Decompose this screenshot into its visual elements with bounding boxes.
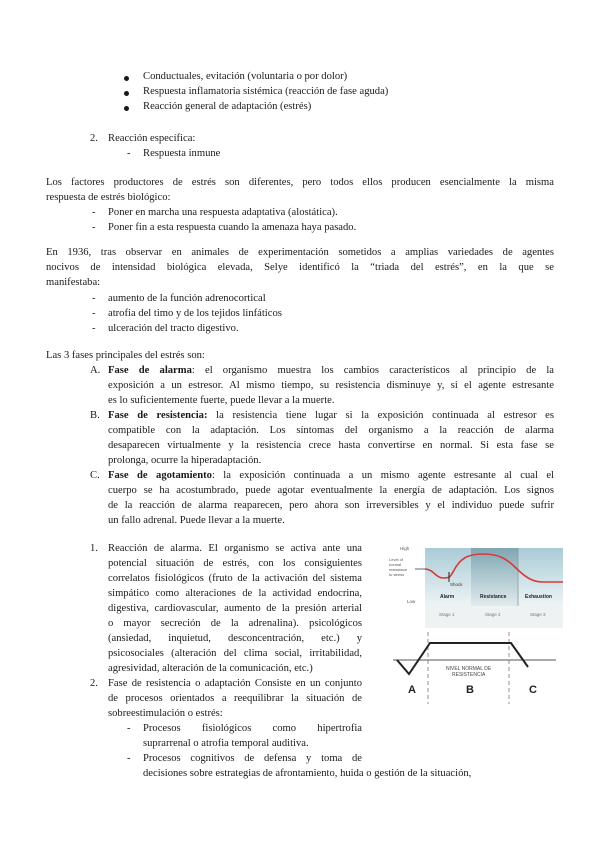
sub-list-line: Procesos cognitivos de defensa y toma de xyxy=(143,753,362,764)
y-axis-level-label: Level of xyxy=(389,557,404,562)
numbered-line: agresividad, alteración de la comunicación, etc.) xyxy=(108,663,313,674)
stage-label: Stage 2 xyxy=(485,612,501,617)
y-axis-level-label: resistance xyxy=(389,567,408,572)
list-letter: B. xyxy=(90,410,100,421)
phase-line: es lo suficientemente fuerte, puede llevar a la muerte. xyxy=(108,395,335,406)
list-number: 1. xyxy=(90,543,98,554)
phase-line: cuerpo se ha acostumbrado, puede agotar eventualmente la energía de adaptación. Los signos xyxy=(108,485,554,496)
y-axis-level-label: to stress xyxy=(389,572,405,577)
sub-list-line: decisiones sobre estrategias de afrontamiento, huida o gestión de la situación, xyxy=(143,768,472,779)
phase-line: prolonga, ocurre la hiperadaptación. xyxy=(108,455,262,466)
sub-list-line: suprarrenal o atrofia temporal auditiva. xyxy=(143,738,309,749)
numbered-line: correlatos fisiológicos (fruto de la activación del sistema xyxy=(108,573,362,584)
phase-letter-b: B xyxy=(466,684,474,696)
y-axis-level-label: normal xyxy=(389,562,402,567)
stage-label: Stage 3 xyxy=(530,612,546,617)
numbered-line: o mayor secreción de la adrenalina). psicológicos xyxy=(108,618,362,629)
list-letter: A. xyxy=(90,365,101,376)
phase-line: desaparecen virtualmente y la resistencia crece hasta convertirse en normal. Si esta fase se xyxy=(108,440,554,451)
bullet-icon xyxy=(124,76,129,81)
numbered-line: potencial situación de estrés, con los consiguientes xyxy=(108,558,362,569)
numbered-line: de procesos orientados a reequilibrar la situación de xyxy=(108,693,362,704)
paragraph-line: nocivos de intensidad biológica elevada, Selye identificó la “triada del estrés”, en la que se xyxy=(46,262,554,273)
dash-marker: - xyxy=(92,222,96,233)
dash-marker: - xyxy=(92,323,96,334)
numbered-line: Reacción de alarma. El organismo se activa ante una xyxy=(108,543,362,554)
paragraph-line: respuesta de estrés biológico: xyxy=(46,192,171,203)
numbered-line: simpático como alteraciones de la actividad endocrina, xyxy=(108,588,362,599)
paragraph-line: En 1936, tras observar en animales de experimentación sometidos a amplias variedades de agentes xyxy=(46,247,554,258)
normal-level-label: RESISTENCIA xyxy=(452,672,486,678)
list-number: 2. xyxy=(90,133,98,144)
y-axis-high-label: High xyxy=(400,546,410,551)
list-number: 2. xyxy=(90,678,98,689)
numbered-line: digestiva, cardiovascular, aumento de la presión arterial xyxy=(108,603,362,614)
dash-marker: - xyxy=(92,308,96,319)
shock-label: Shock xyxy=(450,582,463,587)
phase-label-exhaustion: Exhaustion xyxy=(525,594,552,600)
paragraph-line: Las 3 fases principales del estrés son: xyxy=(46,350,205,361)
phase-title: Fase de alarma xyxy=(108,365,192,376)
dash-marker: - xyxy=(92,293,96,304)
numbered-line: psicosociales (alteración del clima social, irritabilidad, xyxy=(108,648,362,659)
paragraph-line: Los factores productores de estrés son diferentes, pero todos ellos producen esencialmente la misma xyxy=(46,177,554,188)
phase-line: compatible con la adaptación. Los síntomas del organismo a la reacción de alarma xyxy=(108,425,554,436)
phase-line: exposición a un estresor. Al mismo tiempo, su resistencia disminuye y, si el agente estresante xyxy=(108,380,554,391)
phase-letter-c: C xyxy=(529,684,537,696)
list-item: aumento de la función adrenocortical xyxy=(108,293,266,304)
bullet-item: Respuesta inflamatoria sistémica (reacción de fase aguda) xyxy=(143,86,389,97)
paragraph-line: manifestaba: xyxy=(46,277,101,288)
phase-label-alarm: Alarm xyxy=(440,594,455,600)
dash-marker: - xyxy=(127,753,131,764)
abc-resistance-figure xyxy=(388,632,563,712)
bullet-item: Reacción general de adaptación (estrés) xyxy=(143,101,312,112)
bullet-icon xyxy=(124,91,129,96)
dash-marker: - xyxy=(127,723,131,734)
phase-title: Fase de agotamiento xyxy=(108,470,212,481)
phase-line: Fase de alarma: el organismo muestra los cambios característicos al principio de la xyxy=(108,365,554,376)
phase-title: Fase de resistencia: xyxy=(108,410,208,421)
phase-line: un fallo adrenal. Puede llevar a la muerte. xyxy=(108,515,285,526)
y-axis-low-label: Low xyxy=(407,599,416,604)
phase-line: de la reacción de alarma reaparecen, pero ahora son irreversibles y el individuo puede sufrir xyxy=(108,500,554,511)
numbered-line: (ansiedad, inquietud, desconcentración, etc.) y xyxy=(108,633,362,644)
stage-label: Stage 1 xyxy=(439,612,455,617)
phase-letter-a: A xyxy=(408,684,416,696)
list-item: ulceración del tracto digestivo. xyxy=(108,323,239,334)
phase-label-resistance: Resistance xyxy=(480,594,507,600)
list-item: Poner en marcha una respuesta adaptativa (alostática). xyxy=(108,207,338,218)
dash-marker: - xyxy=(127,148,131,159)
numbered-line: sobreestimulación o estrés: xyxy=(108,708,223,719)
phase-line: Fase de resistencia: la resistencia tiene lugar si la exposición continuada al estresor es xyxy=(108,410,555,421)
bullet-item: Conductuales, evitación (voluntaria o por dolor) xyxy=(143,71,348,82)
sub-list-line: Procesos fisiológicos como hipertrofia xyxy=(143,723,362,734)
list-item-label: Reacción específica: xyxy=(108,133,196,144)
phase-line: Fase de agotamiento: la exposición continuada a un mismo agente estresante al cual el xyxy=(108,470,555,481)
list-item: atrofia del timo y de los tejidos linfáticos xyxy=(108,308,282,319)
list-letter: C. xyxy=(90,470,100,481)
numbered-line: Fase de resistencia o adaptación Consiste en un conjunto xyxy=(108,678,362,689)
bullet-icon xyxy=(124,106,129,111)
gas-stage-figure xyxy=(388,544,563,628)
sub-list-item: Respuesta inmune xyxy=(143,148,221,159)
dash-marker: - xyxy=(92,207,96,218)
normal-level-label: NIVEL NORMAL DE xyxy=(446,666,492,672)
list-item: Poner fin a esta respuesta cuando la amenaza haya pasado. xyxy=(108,222,357,233)
